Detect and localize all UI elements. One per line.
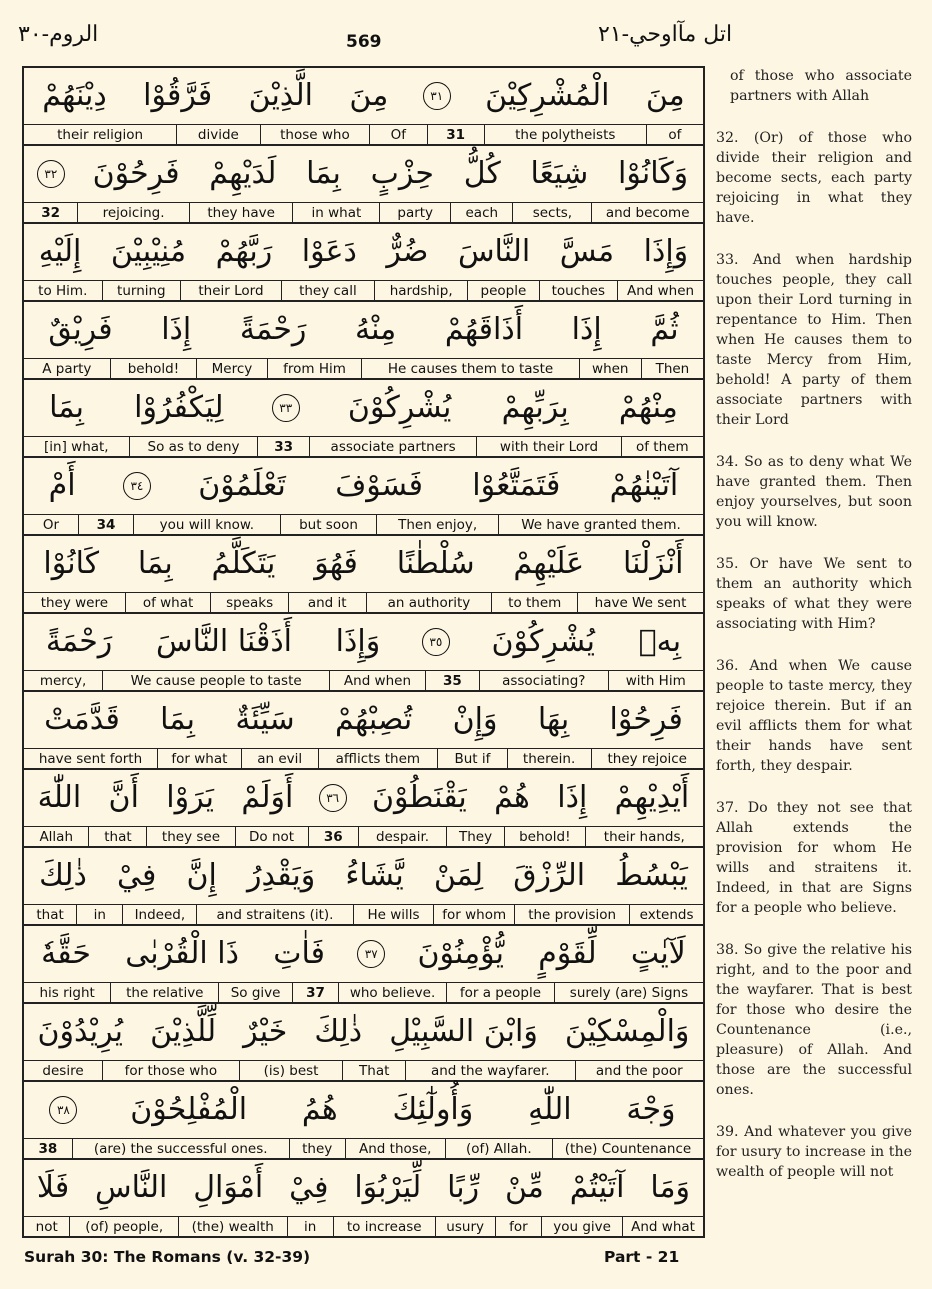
arabic-line <box>24 1160 703 1216</box>
translation-paragraph: 37. Do they not see that Allah extends the provision for whom He wills and straitens it. Indeed, in that are Signs for a people who believe. <box>716 800 912 916</box>
verse-row <box>24 848 703 926</box>
verse-end-marker: ٣٥ <box>422 628 450 656</box>
gloss-cell: afflicts them <box>318 749 438 768</box>
verse-end-marker: ٣٢ <box>37 160 65 188</box>
gloss-cell: Indeed, <box>122 905 196 924</box>
gloss-cell: Do not <box>235 827 308 846</box>
gloss-cell: of what <box>125 593 211 612</box>
arabic-word: تُصِبْهُمْ <box>335 702 413 737</box>
gloss-cell: the polytheists <box>484 125 646 144</box>
gloss-cell: to increase <box>333 1217 435 1236</box>
arabic-word: أَذَقْنَا النَّاسَ <box>155 624 293 659</box>
arabic-word: إِذَا <box>571 312 602 347</box>
gloss-cell: the relative <box>110 983 218 1002</box>
arabic-word: وَالْمِسْكِيْنَ <box>564 1014 690 1049</box>
gloss-cell: with Him <box>608 671 704 690</box>
gloss-cell: in <box>287 1217 333 1236</box>
arabic-word: بِهٖ <box>638 624 682 659</box>
arabic-word: سَيِّئَةٌ <box>235 702 295 737</box>
translation-paragraph: 33. And when hardship touches people, they call upon their Lord turning in repentance to Him. Then when He causes them to taste Mercy from Him, behold! A party of them associate partners with their Lord <box>716 252 912 428</box>
arabic-line <box>24 692 703 748</box>
gloss-cell: Mercy <box>196 359 266 378</box>
gloss-cell: behold! <box>504 827 585 846</box>
arabic-word: لِّلَّذِيْنَ <box>150 1014 217 1049</box>
gloss-cell: But if <box>437 749 507 768</box>
arabic-word: إِذَا <box>557 780 588 815</box>
arabic-word: لِمَنْ <box>433 858 484 893</box>
verse-number-cell: 38 <box>38 1140 58 1157</box>
gloss-cell: They <box>446 827 504 846</box>
footer-surah-title: Surah 30: The Romans (v. 32-39) <box>24 1248 311 1266</box>
arabic-word: فَلَا <box>36 1170 70 1205</box>
gloss-cell: to Him. <box>38 282 88 299</box>
gloss-cell: (of) people, <box>69 1217 178 1236</box>
arabic-word: مِّنْ <box>504 1170 544 1205</box>
gloss-cell: they <box>289 1139 345 1158</box>
gloss-cell: the provision <box>514 905 629 924</box>
arabic-word: ذَا الْقُرْبٰى <box>125 936 239 971</box>
gloss-cell: turning <box>102 281 181 300</box>
arabic-word: هُمُ <box>301 1092 338 1127</box>
gloss-cell: extends <box>629 905 703 924</box>
gloss-cell: We cause people to taste <box>102 671 329 690</box>
gloss-cell: and straitens (it). <box>196 905 352 924</box>
gloss-cell: hardship, <box>374 281 467 300</box>
verse-number-cell: 33 <box>257 437 308 456</box>
arabic-word: بِمَا <box>137 546 173 581</box>
arabic-word: مَسَّ <box>559 234 615 269</box>
verse-row <box>24 380 703 458</box>
page-header <box>0 0 932 64</box>
arabic-word: يَّشَاءُ <box>345 858 404 893</box>
arabic-word: اللّٰهَ <box>37 780 82 815</box>
arabic-word: وَكَانُوْا <box>618 156 689 191</box>
translation-paragraph: of those who associate partners with Allah <box>730 68 912 104</box>
verse-row <box>24 1082 703 1160</box>
gloss-cell: when <box>579 359 641 378</box>
arabic-word: فَرِحُوْا <box>609 702 683 737</box>
gloss-cell: rejoicing. <box>77 203 189 222</box>
english-gloss-line <box>24 748 703 770</box>
verse-row <box>24 224 703 302</box>
arabic-word: يَرَوْا <box>166 780 214 815</box>
arabic-line <box>24 68 703 124</box>
arabic-word: إِذَا <box>161 312 192 347</box>
arabic-word: عَلَيْهِمْ <box>513 546 585 581</box>
english-gloss-line <box>24 280 703 302</box>
gloss-cell: they rejoice <box>591 749 704 768</box>
arabic-line <box>24 224 703 280</box>
arabic-word: يَبْسُطُ <box>615 858 688 893</box>
gloss-cell: (the) Countenance <box>552 1139 703 1158</box>
arabic-word: مِنْهُمْ <box>618 390 678 425</box>
page-number: 569 <box>346 32 382 52</box>
translation-paragraph: 35. Or have We sent to them an authority which speaks of what they were associating with Him? <box>716 556 912 632</box>
arabic-word: هُمْ <box>494 780 530 815</box>
arabic-word: وَمَا <box>650 1170 691 1205</box>
gloss-cell: from Him <box>267 359 362 378</box>
verse-end-marker: ٣٣ <box>272 394 300 422</box>
gloss-cell: associating? <box>479 671 607 690</box>
arabic-line <box>24 926 703 982</box>
verse-end-marker: ٣٨ <box>49 1096 77 1124</box>
gloss-cell: they call <box>281 281 374 300</box>
arabic-word: لَآيٰتٍ <box>630 936 686 971</box>
arabic-word: بِهَا <box>537 702 570 737</box>
verse-end-marker: ٣٧ <box>357 940 385 968</box>
arabic-word: بِمَا <box>306 156 341 191</box>
arabic-word: شِيَعًا <box>530 156 589 191</box>
arabic-word: كُلُّ <box>463 156 501 191</box>
gloss-cell: you will know. <box>133 515 280 534</box>
gloss-cell: each <box>450 203 512 222</box>
english-gloss-line <box>24 514 703 536</box>
arabic-word: وَإِذَا <box>335 624 381 659</box>
gloss-cell: (the) wealth <box>178 1217 287 1236</box>
gloss-cell: And what <box>622 1217 703 1236</box>
arabic-line <box>24 848 703 904</box>
arabic-word: أَيْدِيْهِمْ <box>614 780 690 815</box>
translation-paragraph: 36. And when We cause people to taste mercy, they rejoice therein. But if an evil afflicts them for what their hands have sent forth, they despair. <box>716 658 912 774</box>
gloss-cell: So as to deny <box>129 437 258 456</box>
arabic-line <box>24 770 703 826</box>
verse-end-marker: ٣٤ <box>123 472 151 500</box>
gloss-cell: their hands, <box>585 827 703 846</box>
arabic-word: ذٰلِكَ <box>39 858 87 893</box>
arabic-word: فَرَّقُوْا <box>143 78 213 113</box>
english-gloss-line <box>24 202 703 224</box>
arabic-word: دَعَوْا <box>301 234 357 269</box>
arabic-word: أَذَاقَهُمْ <box>444 312 524 347</box>
gloss-cell: they see <box>146 827 234 846</box>
gloss-cell: of them <box>621 437 703 456</box>
verse-number-cell: 35 <box>425 671 479 690</box>
english-gloss-line <box>24 1138 703 1160</box>
translation-paragraph: 32. (Or) of those who divide their religion and become sects, each party rejoicing in what they have. <box>716 130 912 226</box>
arabic-word: فَتَمَتَّعُوْا <box>472 468 561 503</box>
arabic-word: فَسَوْفَ <box>335 468 423 503</box>
gloss-cell: mercy, <box>39 672 87 689</box>
english-gloss-line <box>24 1060 703 1082</box>
arabic-word: سُلْطٰنًا <box>396 546 475 581</box>
translation-paragraph: 38. So give the relative his right, and to the poor and the wayfarer. That is best for those who desire the Countenance (i.e., pleasure) of Allah. And those are the successful ones. <box>716 942 912 1098</box>
gloss-cell: touches <box>539 281 618 300</box>
gloss-cell: who believe. <box>338 983 446 1002</box>
gloss-cell: behold! <box>110 359 197 378</box>
gloss-cell: an authority <box>366 593 492 612</box>
arabic-word: أَمْوَالِ <box>193 1170 264 1205</box>
arabic-word: آتَيْنٰهُمْ <box>609 468 679 503</box>
gloss-cell: their Lord <box>180 281 281 300</box>
arabic-word: بِمَا <box>49 390 84 425</box>
arabic-word: يَتَكَلَّمُ <box>211 546 276 581</box>
gloss-cell: in what <box>292 203 379 222</box>
arabic-line <box>24 536 703 592</box>
gloss-cell: his right <box>39 984 95 1001</box>
gloss-cell: speaks <box>210 593 288 612</box>
arabic-word: ذٰلِكَ <box>314 1014 363 1049</box>
arabic-line <box>24 1082 703 1138</box>
translation-paragraph: 34. So as to deny what We have granted them. Then enjoy yourselves, but soon you will know. <box>716 454 912 530</box>
verse-number-cell: 37 <box>292 983 338 1002</box>
verse-row <box>24 146 703 224</box>
gloss-cell: desire <box>42 1062 84 1079</box>
arabic-word: أَمْ <box>48 468 76 503</box>
gloss-cell: Of <box>369 125 426 144</box>
translation-paragraph: 39. And whatever you give for usury to increase in the wealth of people will not <box>716 1124 912 1180</box>
english-gloss-line <box>24 904 703 926</box>
arabic-word: لِيَكْفُرُوْا <box>134 390 224 425</box>
verse-end-marker: ٣١ <box>423 82 451 110</box>
arabic-word: ضُرٌّ <box>386 234 429 269</box>
gloss-cell: Allah <box>39 828 74 845</box>
verse-row <box>24 1160 703 1240</box>
gloss-cell: and it <box>288 593 366 612</box>
arabic-word: حِزْبٍ <box>370 156 434 191</box>
gloss-cell: not <box>35 1218 58 1235</box>
english-gloss-line <box>24 124 703 146</box>
arabic-word: فَهُوَ <box>314 546 358 581</box>
english-gloss-line <box>24 436 703 458</box>
arabic-word: النَّاسِ <box>95 1170 168 1205</box>
arabic-word: مِنَ <box>349 78 389 113</box>
verse-row <box>24 614 703 692</box>
gloss-cell: in <box>76 905 122 924</box>
gloss-cell: for a people <box>446 983 554 1002</box>
english-gloss-line <box>24 358 703 380</box>
gloss-cell: those who <box>260 125 370 144</box>
arabic-word: تَعْلَمُوْنَ <box>198 468 286 503</box>
arabic-word: آتَيْتُمْ <box>569 1170 625 1205</box>
arabic-word: رَحْمَةً <box>45 624 113 659</box>
arabic-word: يُّؤْمِنُوْنَ <box>417 936 504 971</box>
gloss-cell: have sent forth <box>38 750 143 767</box>
arabic-word: إِلَيْهِ <box>38 234 82 269</box>
arabic-word: فَرِحُوْنَ <box>92 156 180 191</box>
header-surah-arabic: الروم-٣٠ <box>18 22 99 47</box>
arabic-word: اللّٰهِ <box>528 1092 572 1127</box>
translation-column <box>716 66 912 1204</box>
gloss-cell: of <box>646 125 703 144</box>
arabic-word: الَّذِيْنَ <box>248 78 314 113</box>
gloss-cell: you give <box>541 1217 622 1236</box>
arabic-word: الْمُفْلِحُوْنَ <box>130 1092 248 1127</box>
arabic-word: الْمُشْرِكِيْنَ <box>485 78 610 113</box>
gloss-cell: for what <box>157 749 241 768</box>
gloss-cell: to them <box>491 593 577 612</box>
arabic-word: بِرَبِّهِمْ <box>501 390 569 425</box>
gloss-cell: (of) Allah. <box>445 1139 552 1158</box>
verse-number-cell: 34 <box>78 515 133 534</box>
gloss-cell: A party <box>42 360 92 377</box>
arabic-word: رَحْمَةً <box>239 312 307 347</box>
arabic-word: وَأُولٰٓئِكَ <box>392 1092 474 1127</box>
arabic-word: وَإِنْ <box>452 702 498 737</box>
gloss-cell: they have <box>189 203 292 222</box>
verse-row <box>24 1004 703 1082</box>
arabic-word: الرِّزْقَ <box>513 858 586 893</box>
gloss-cell: (are) the successful ones. <box>72 1139 289 1158</box>
gloss-cell: And those, <box>345 1139 445 1158</box>
gloss-cell: Then <box>641 359 703 378</box>
arabic-word: فِيْ <box>116 858 157 893</box>
english-gloss-line <box>24 1216 703 1238</box>
word-by-word-grid <box>22 66 705 1238</box>
gloss-cell: Or <box>42 516 60 533</box>
arabic-word: لَدَيْهِمْ <box>209 156 277 191</box>
arabic-word: رَبَّهُمْ <box>215 234 273 269</box>
arabic-word: يُشْرِكُوْنَ <box>491 624 595 659</box>
arabic-word: بِمَا <box>160 702 195 737</box>
arabic-word: وَيَقْدِرُ <box>246 858 316 893</box>
gloss-cell: that <box>88 827 146 846</box>
gloss-cell: He causes them to taste <box>361 359 578 378</box>
verse-row <box>24 68 703 146</box>
arabic-word: يُرِيْدُوْنَ <box>37 1014 124 1049</box>
verse-number-cell: 32 <box>41 204 60 221</box>
arabic-line <box>24 380 703 436</box>
gloss-cell: He wills <box>353 905 434 924</box>
gloss-cell: despair. <box>358 827 446 846</box>
arabic-word: أَنْزَلْنَا <box>622 546 684 581</box>
verse-row <box>24 458 703 536</box>
arabic-word: أَوَلَمْ <box>241 780 294 815</box>
arabic-word: مِنَ <box>645 78 685 113</box>
arabic-word: دِيْنَهُمْ <box>42 78 107 113</box>
arabic-word: أَنَّ <box>108 780 139 815</box>
gloss-cell: So give <box>218 983 292 1002</box>
gloss-cell: [in] what, <box>44 438 109 455</box>
arabic-line <box>24 146 703 202</box>
arabic-word: وَجْهَ <box>626 1092 676 1127</box>
english-gloss-line <box>24 670 703 692</box>
gloss-cell: and become <box>591 203 703 222</box>
gloss-cell: therein. <box>507 749 591 768</box>
gloss-cell: an evil <box>241 749 318 768</box>
verse-number-cell: 36 <box>308 827 358 846</box>
header-part-arabic: اتل مآاوحي-٢١ <box>598 22 733 47</box>
arabic-word: خَيْرٌ <box>243 1014 288 1049</box>
gloss-cell: for whom <box>433 905 514 924</box>
gloss-cell: surely (are) Signs <box>554 983 703 1002</box>
arabic-word: وَابْنَ السَّبِيْلِ <box>389 1014 538 1049</box>
gloss-cell: (is) best <box>239 1061 343 1080</box>
gloss-cell: and the wayfarer. <box>405 1061 575 1080</box>
arabic-word: مُنِيْبِيْنَ <box>110 234 187 269</box>
gloss-cell: have We sent <box>577 593 703 612</box>
gloss-cell: We have granted them. <box>498 515 703 534</box>
gloss-cell: sects, <box>512 203 591 222</box>
arabic-line <box>24 458 703 514</box>
verse-row <box>24 926 703 1004</box>
verse-row <box>24 770 703 848</box>
arabic-word: مِنْهُ <box>355 312 397 347</box>
arabic-word: إِنَّ <box>186 858 217 893</box>
arabic-line <box>24 302 703 358</box>
arabic-word: كَانُوْا <box>43 546 100 581</box>
gloss-cell: Then enjoy, <box>376 515 498 534</box>
gloss-cell: people <box>467 281 538 300</box>
arabic-word: النَّاسَ <box>457 234 531 269</box>
english-gloss-line <box>24 982 703 1004</box>
gloss-cell: but soon <box>280 515 377 534</box>
arabic-line <box>24 614 703 670</box>
gloss-cell: And when <box>617 281 703 300</box>
arabic-word: لِّيَرْبُوَا <box>354 1170 422 1205</box>
arabic-word: ثُمَّ <box>650 312 679 347</box>
gloss-cell: divide <box>176 125 259 144</box>
gloss-cell: that <box>36 906 64 923</box>
arabic-word: يُشْرِكُوْنَ <box>347 390 452 425</box>
verse-row <box>24 536 703 614</box>
english-gloss-line <box>24 826 703 848</box>
gloss-cell: for those who <box>102 1061 239 1080</box>
gloss-cell: usury <box>435 1217 495 1236</box>
gloss-cell: associate partners <box>309 437 477 456</box>
arabic-word: فِيْ <box>289 1170 329 1205</box>
footer-part: Part - 21 <box>604 1248 680 1266</box>
arabic-word: فَاٰتِ <box>273 936 325 971</box>
arabic-word: يَقْنَطُوْنَ <box>372 780 467 815</box>
arabic-word: قَدَّمَتْ <box>44 702 120 737</box>
verse-row <box>24 692 703 770</box>
arabic-word: حَقَّهٗ <box>41 936 91 971</box>
verse-end-marker: ٣٦ <box>319 784 347 812</box>
gloss-cell: their religion <box>57 126 144 143</box>
english-gloss-line <box>24 592 703 614</box>
gloss-cell: That <box>342 1061 405 1080</box>
arabic-line <box>24 1004 703 1060</box>
verse-number-cell: 31 <box>427 125 484 144</box>
verse-row <box>24 302 703 380</box>
arabic-word: وَإِذَا <box>643 234 689 269</box>
gloss-cell: party <box>379 203 450 222</box>
gloss-cell: and the poor <box>575 1061 703 1080</box>
arabic-word: رِّبًا <box>447 1170 480 1205</box>
arabic-word: فَرِيْقٌ <box>48 312 113 347</box>
gloss-cell: for <box>495 1217 541 1236</box>
gloss-cell: with their Lord <box>476 437 620 456</box>
gloss-cell: And when <box>329 671 425 690</box>
gloss-cell: they were <box>40 594 109 611</box>
arabic-word: لِّقَوْمٍ <box>538 936 597 971</box>
